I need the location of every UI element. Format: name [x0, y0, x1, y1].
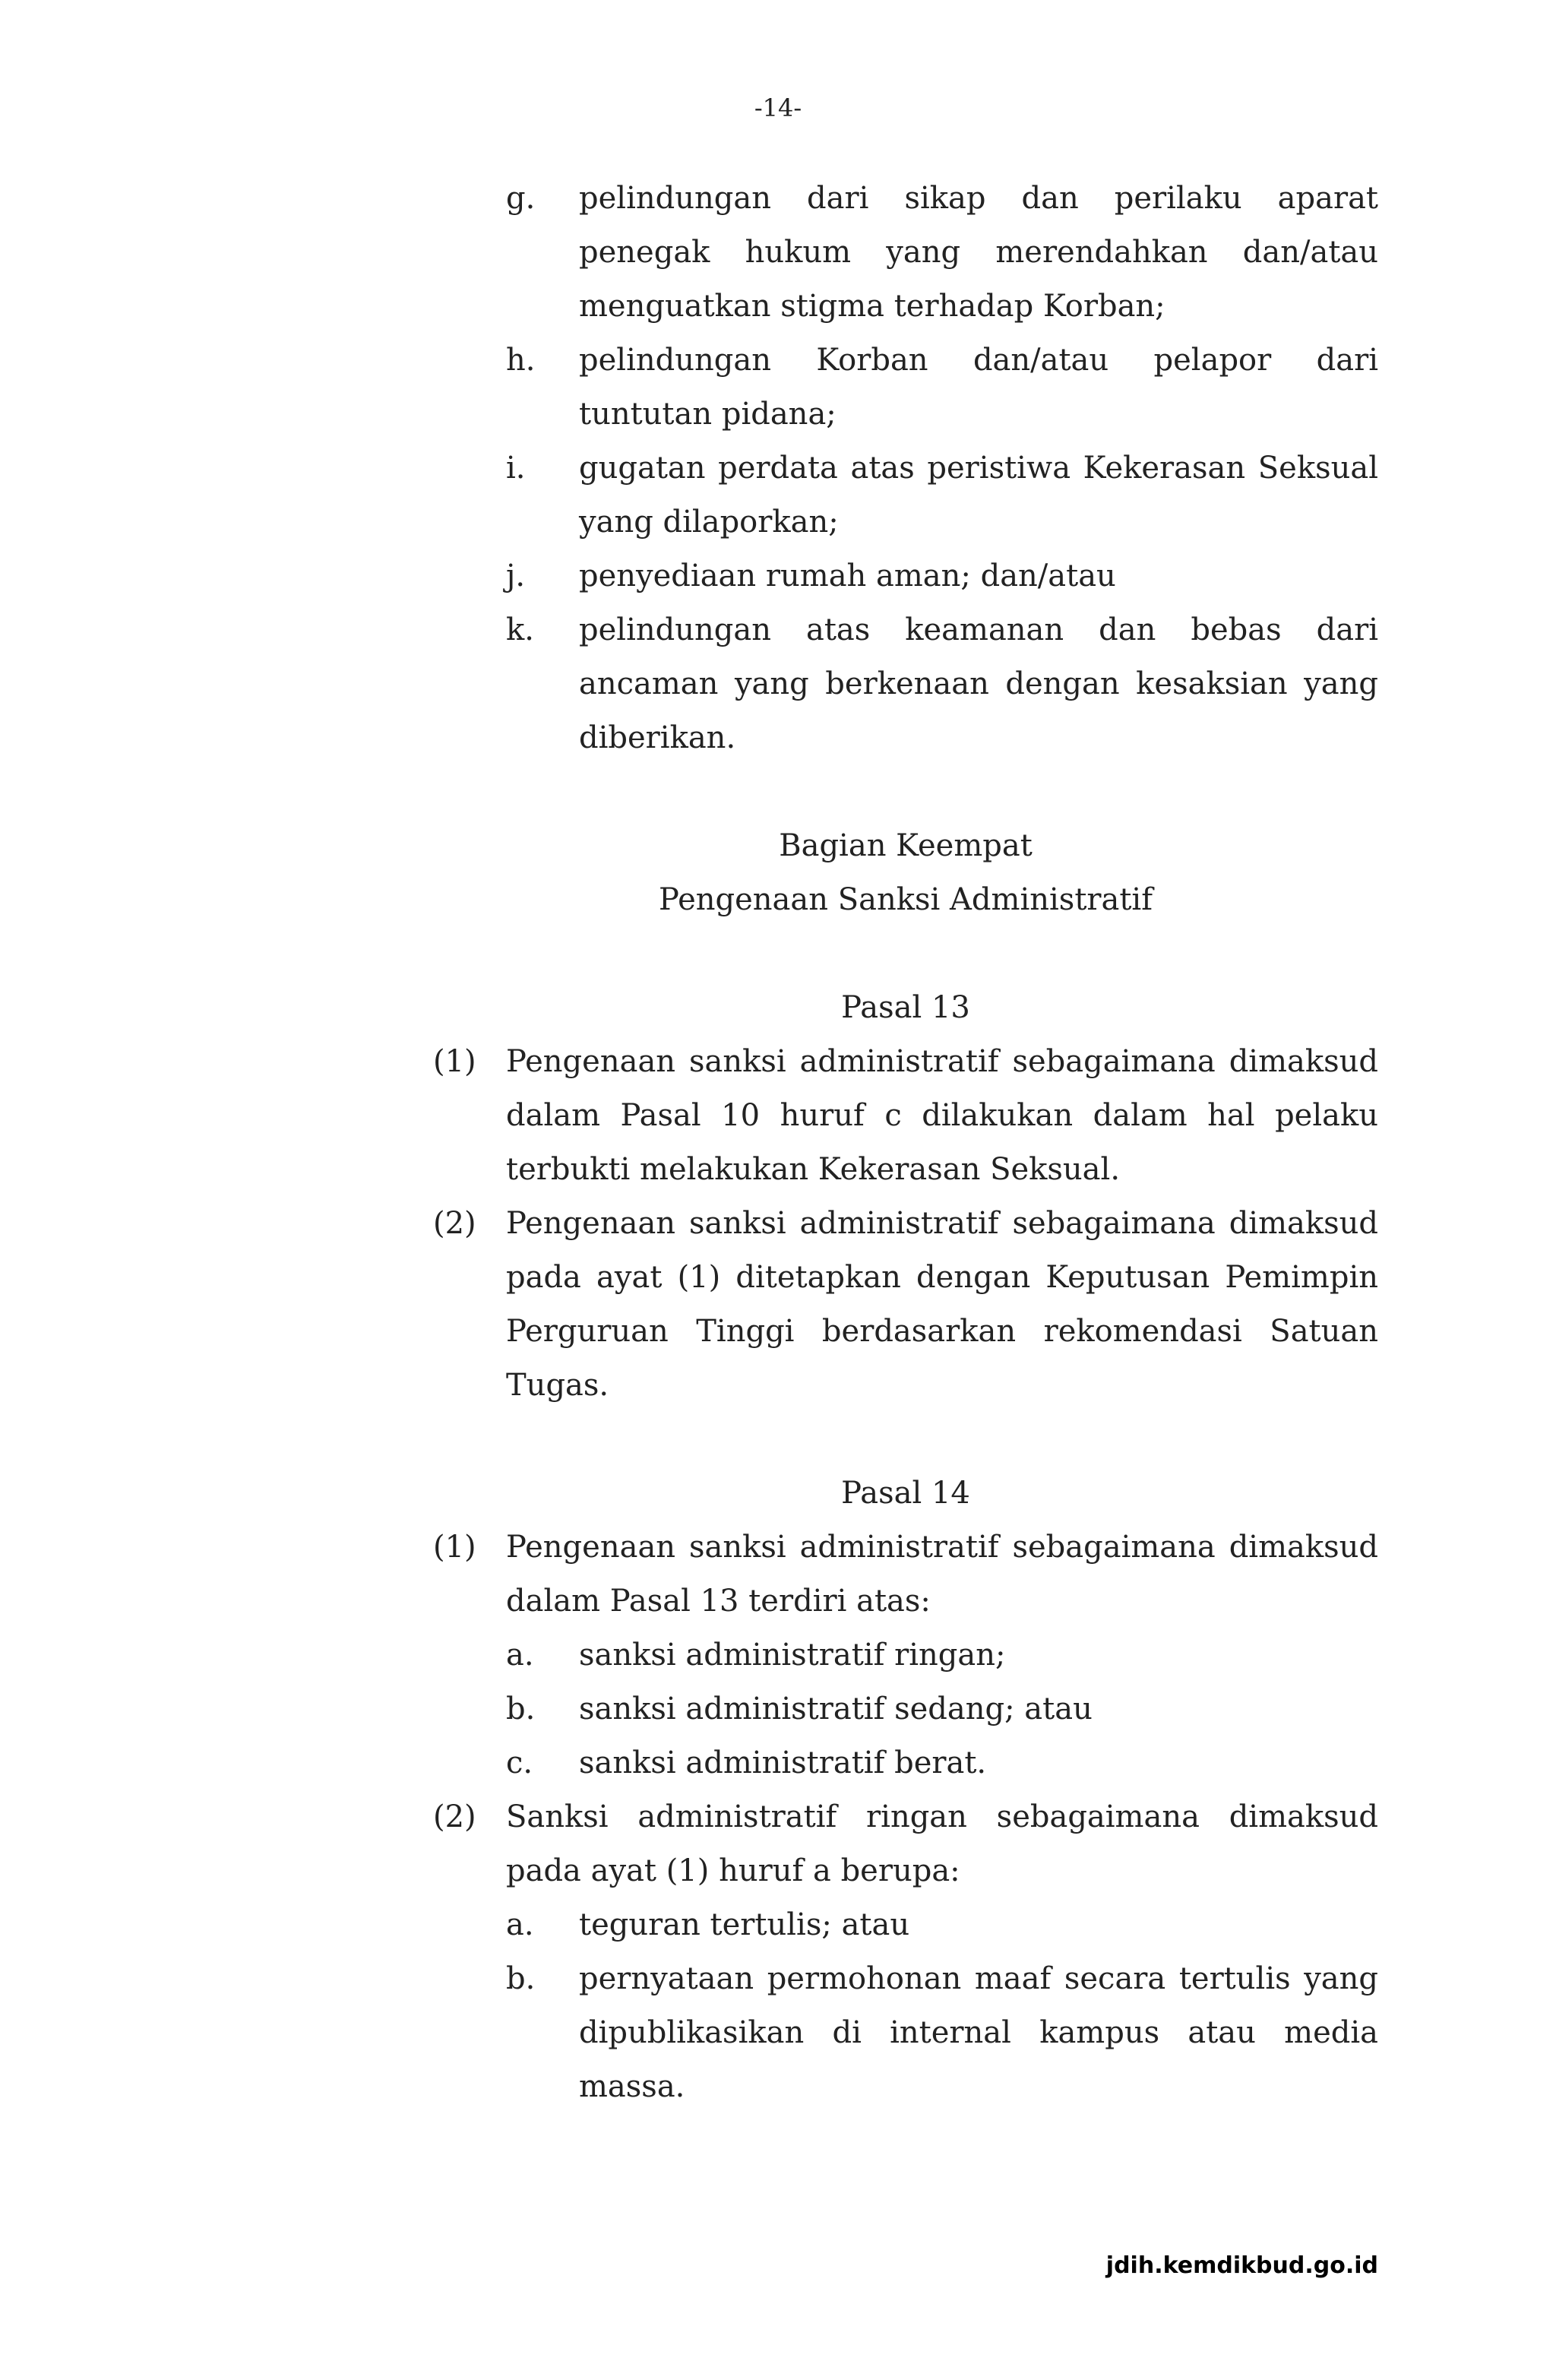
ayat-item: [433, 1197, 1378, 1413]
list-item: [506, 172, 1378, 334]
list-item: [506, 1736, 1378, 1790]
list-text: sanksi administratif berat.: [579, 1745, 987, 1780]
ayat-item: [433, 1521, 1378, 1628]
list-item: [506, 603, 1378, 765]
pasal-14-title: Pasal 14: [841, 1476, 970, 1511]
list-text: gugatan perdata atas peristiwa Kekerasan Seksual yang dilaporkan;: [579, 451, 1378, 540]
list-label: a.: [506, 1638, 534, 1673]
ayat-label: (1): [433, 1044, 476, 1079]
spacer: [433, 1413, 1378, 1467]
section-title: Bagian Keempat: [779, 828, 1033, 863]
list-text: pernyataan permohonan maaf secara tertulis yang dipublikasikan di internal kampus atau media massa.: [579, 1961, 1378, 2104]
list-text: penyediaan rumah aman; dan/atau: [579, 559, 1116, 593]
list-item: [506, 1628, 1378, 1682]
ayat-label: (2): [433, 1206, 476, 1241]
list-text: pelindungan atas keamanan dan bebas dari ancaman yang berkenaan dengan kesaksian yang diberikan.: [579, 612, 1378, 755]
ayat-text: Pengenaan sanksi administratif sebagaimana dimaksud dalam Pasal 10 huruf c dilakukan dalam hal pelaku terbukti melakukan Kekerasan Seksual.: [506, 1044, 1378, 1187]
list-text: sanksi administratif ringan;: [579, 1638, 1006, 1673]
ayat-item: [433, 1035, 1378, 1197]
list-item: [506, 334, 1378, 442]
list-label: j.: [506, 559, 526, 593]
page-number: -14-: [754, 93, 802, 122]
ayat-item: [433, 1790, 1378, 1898]
list-item: [506, 1952, 1378, 2114]
list-label: h.: [506, 343, 536, 378]
list-label: c.: [506, 1745, 533, 1780]
list-label: k.: [506, 612, 534, 647]
spacer: [433, 765, 1378, 819]
list-item: [506, 1898, 1378, 1952]
list-label: i.: [506, 451, 526, 486]
spacer: [433, 927, 1378, 981]
list-text: pelindungan dari sikap dan perilaku aparat penegak hukum yang merendahkan dan/atau menguatkan stigma terhadap Korban;: [579, 181, 1378, 324]
list-label: b.: [506, 1961, 536, 1996]
ayat-label: (2): [433, 1799, 476, 1834]
ayat-text: Pengenaan sanksi administratif sebagaimana dimaksud pada ayat (1) ditetapkan dengan Keputusan Pemimpin Perguruan Tinggi berdasarkan rekomendasi Satuan Tugas.: [506, 1206, 1378, 1403]
list-text: teguran tertulis; atau: [579, 1907, 910, 1942]
list-label: b.: [506, 1692, 536, 1726]
list-label: g.: [506, 181, 536, 216]
list-item: [506, 442, 1378, 549]
list-text: pelindungan Korban dan/atau pelapor dari tuntutan pidana;: [579, 343, 1378, 432]
pasal-13-title: Pasal 13: [841, 990, 970, 1025]
section-subtitle: Pengenaan Sanksi Administratif: [658, 882, 1153, 917]
ayat-text: Pengenaan sanksi administratif sebagaimana dimaksud dalam Pasal 13 terdiri atas:: [506, 1530, 1378, 1619]
list-item: [506, 1682, 1378, 1736]
list-label: a.: [506, 1907, 534, 1942]
ayat-text: Sanksi administratif ringan sebagaimana dimaksud pada ayat (1) huruf a berupa:: [506, 1799, 1378, 1888]
list-text: sanksi administratif sedang; atau: [579, 1692, 1093, 1726]
ayat-label: (1): [433, 1530, 476, 1565]
footer-site: jdih.kemdikbud.go.id: [1105, 2252, 1378, 2279]
document-body: [433, 172, 1378, 2114]
list-item: [506, 549, 1378, 603]
